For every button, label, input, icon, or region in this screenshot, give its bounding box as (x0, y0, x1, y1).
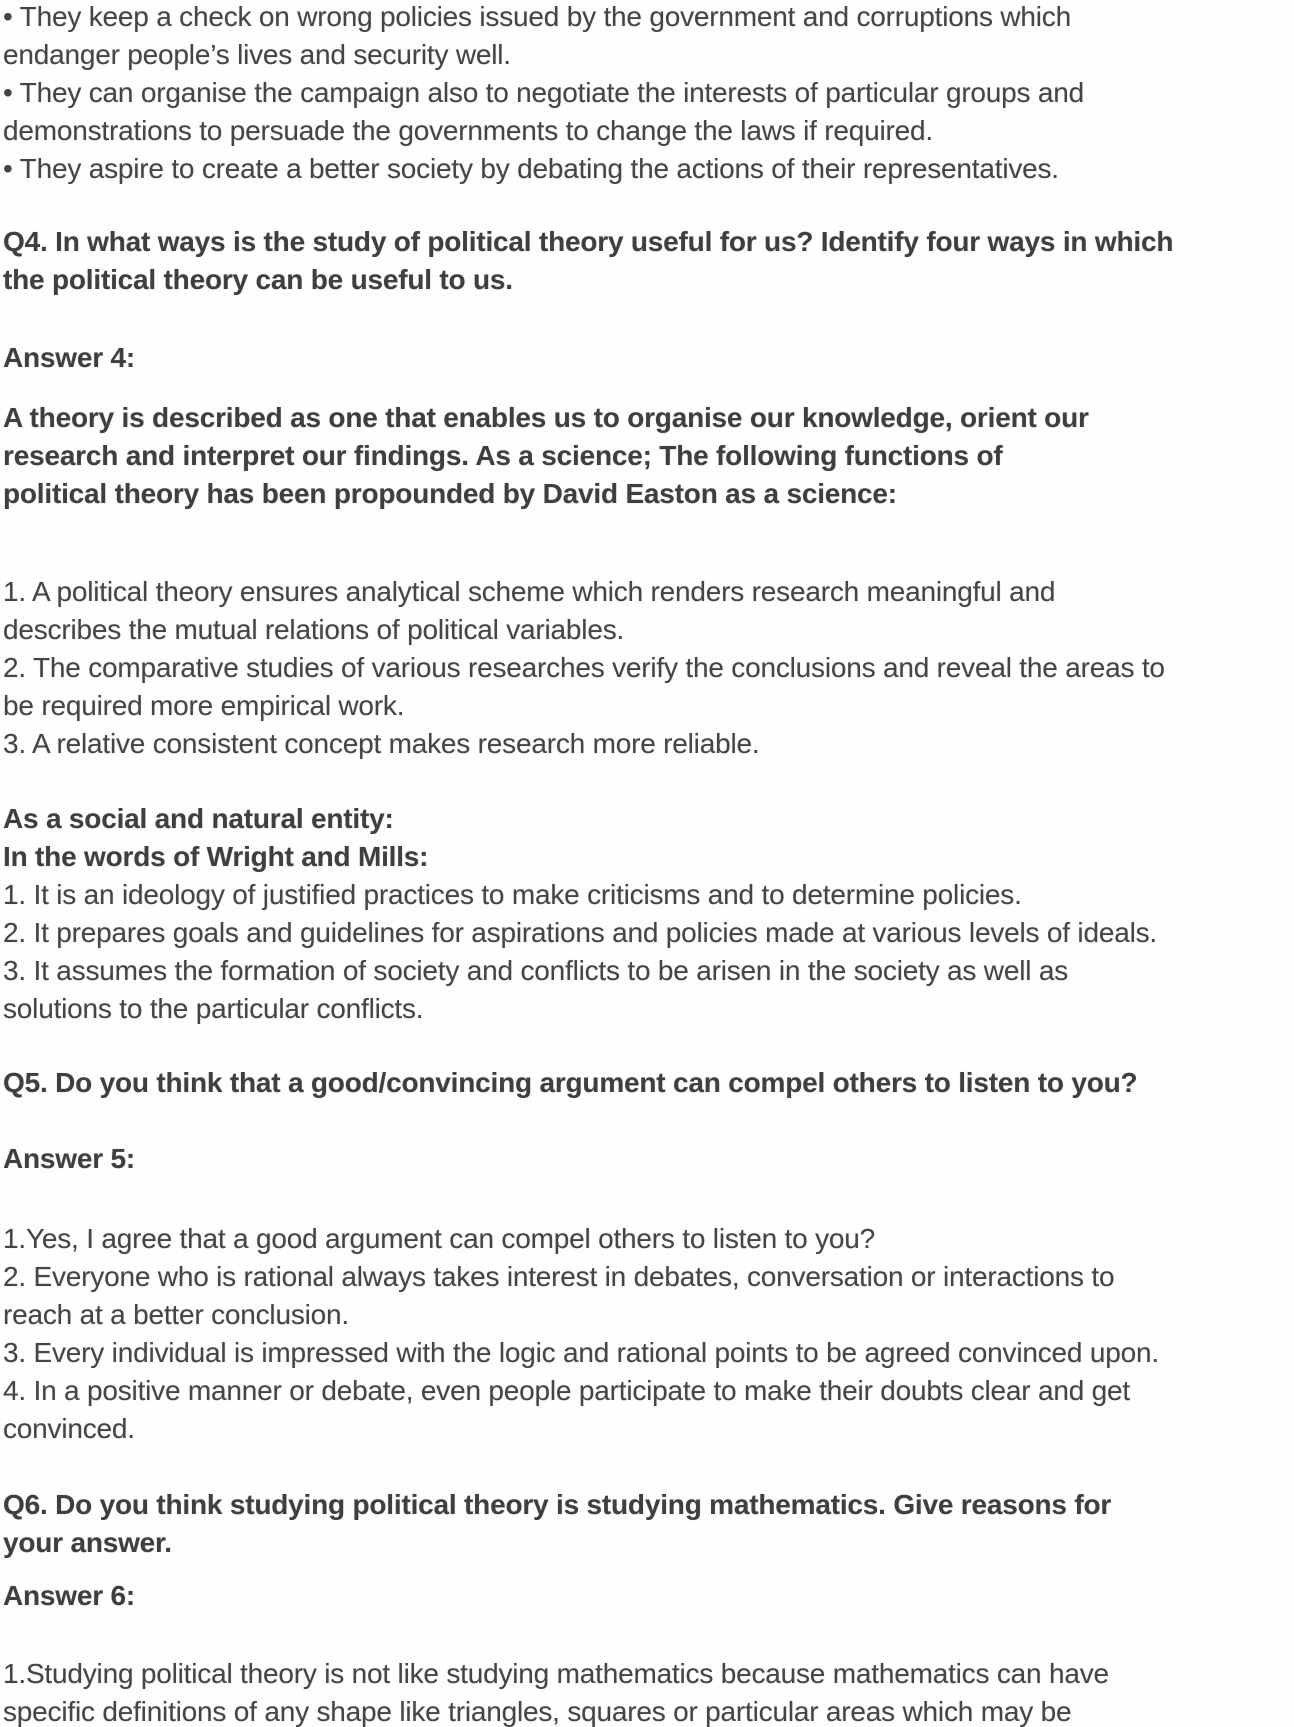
text-line: A theory is described as one that enables us to organise our knowledge, orient our (3, 402, 1089, 433)
text-line: 1.Studying political theory is not like studying mathematics because mathematics can have (3, 1658, 1109, 1689)
text-line: 3. It assumes the formation of society and conflicts to be arisen in the society as well as (3, 955, 1068, 986)
answer-6-label (3, 1577, 1290, 1615)
text-line: Q4. In what ways is the study of political theory useful for us? Identify four ways in which (3, 226, 1174, 257)
text-line: • They aspire to create a better society by debating the actions of their representatives. (3, 153, 1059, 184)
text-line: 1. It is an ideology of justified practices to make criticisms and to determine policies. (3, 879, 1022, 910)
text-line: be required more empirical work. (3, 690, 405, 721)
text-line: the political theory can be useful to us. (3, 264, 513, 295)
text-line: Answer 6: (3, 1580, 136, 1611)
text-line: Answer 5: (3, 1143, 136, 1174)
text-line: solutions to the particular conflicts. (3, 993, 424, 1024)
answer-5-list (3, 1220, 1290, 1448)
question-4-heading (3, 223, 1290, 299)
answer-6-paragraph (3, 1655, 1290, 1727)
question-6-heading (3, 1486, 1290, 1562)
text-line: 2. Everyone who is rational always takes interest in debates, conversation or interactions to (3, 1261, 1115, 1292)
text-line: research and interpret our findings. As a science; The following functions of (3, 440, 1003, 471)
text-line: 2. The comparative studies of various researches verify the conclusions and reveal the areas to (3, 652, 1165, 683)
text-line: Q5. Do you think that a good/convincing argument can compel others to listen to you? (3, 1067, 1138, 1098)
text-line: political theory has been propounded by David Easton as a science: (3, 478, 897, 509)
text-line: convinced. (3, 1413, 135, 1444)
text-line: 4. In a positive manner or debate, even people participate to make their doubts clear and get (3, 1375, 1131, 1406)
text-line: 2. It prepares goals and guidelines for aspirations and policies made at various levels of ideals. (3, 917, 1157, 948)
text-line: demonstrations to persuade the governments to change the laws if required. (3, 115, 933, 146)
answer-5-label (3, 1140, 1290, 1178)
text-line: specific definitions of any shape like triangles, squares or particular areas which may be (3, 1696, 1072, 1727)
pressure-groups-bullet-list (3, 0, 1290, 188)
text-line: • They can organise the campaign also to negotiate the interests of particular groups and (3, 77, 1085, 108)
text-line: endanger people’s lives and security well. (3, 39, 511, 70)
text-line: reach at a better conclusion. (3, 1299, 349, 1330)
wright-mills-list (3, 876, 1290, 1028)
text-line: 1.Yes, I agree that a good argument can compel others to listen to you? (3, 1223, 875, 1254)
question-5-heading (3, 1064, 1290, 1102)
text-line: 3. A relative consistent concept makes research more reliable. (3, 728, 760, 759)
answer-4-intro (3, 399, 1290, 513)
text-line: 3. Every individual is impressed with the logic and rational points to be agreed convinced upon. (3, 1337, 1159, 1368)
easton-functions-list (3, 573, 1290, 763)
text-line: Q6. Do you think studying political theory is studying mathematics. Give reasons for (3, 1489, 1112, 1520)
text-line: describes the mutual relations of political variables. (3, 614, 625, 645)
social-entity-heading (3, 800, 1290, 876)
text-line: • They keep a check on wrong policies issued by the government and corruptions which (3, 1, 1071, 32)
text-line: In the words of Wright and Mills: (3, 841, 429, 872)
text-line: Answer 4: (3, 342, 136, 373)
text-line: As a social and natural entity: (3, 803, 394, 834)
answer-4-label (3, 339, 1290, 377)
text-line: 1. A political theory ensures analytical scheme which renders research meaningful and (3, 576, 1056, 607)
text-line: your answer. (3, 1527, 172, 1558)
